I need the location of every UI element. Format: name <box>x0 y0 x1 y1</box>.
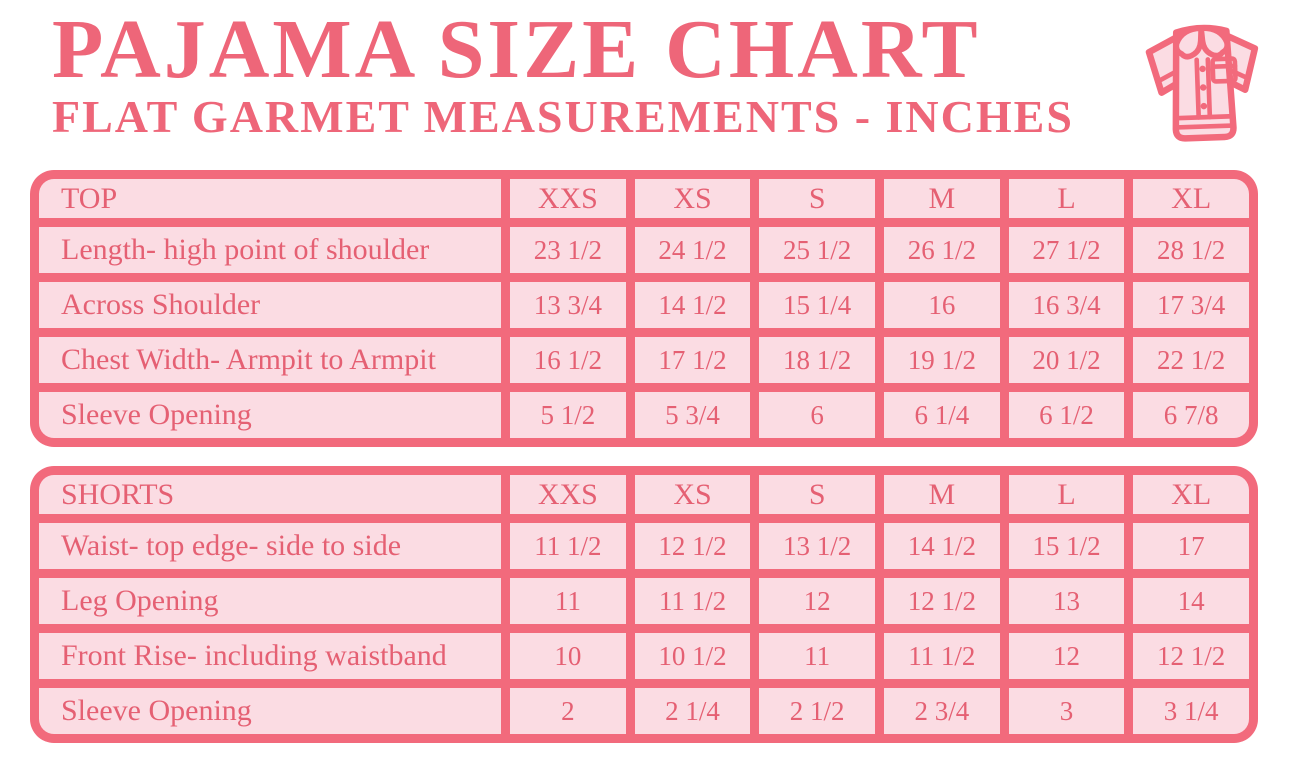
row-label-cell: Chest Width- Armpit to Armpit <box>39 337 501 383</box>
value-cell: 6 1/4 <box>884 392 1000 438</box>
value-cell: 2 <box>510 688 626 734</box>
table-title-cell: SHORTS <box>39 475 501 514</box>
size-table-top <box>30 170 1258 447</box>
value-cell: 13 1/2 <box>759 523 875 569</box>
row-label-cell: Sleeve Opening <box>39 688 501 734</box>
value-cell: 2 1/4 <box>635 688 751 734</box>
value-cell: 16 <box>884 282 1000 328</box>
size-tables <box>30 170 1258 743</box>
size-header-cell: XL <box>1133 179 1249 218</box>
value-cell: 3 <box>1009 688 1125 734</box>
value-cell: 12 1/2 <box>1133 633 1249 679</box>
row-label-cell: Across Shoulder <box>39 282 501 328</box>
row-label-cell: Front Rise- including waistband <box>39 633 501 679</box>
value-cell: 27 1/2 <box>1009 227 1125 273</box>
value-cell: 28 1/2 <box>1133 227 1249 273</box>
value-cell: 11 1/2 <box>635 578 751 624</box>
value-cell: 12 <box>1009 633 1125 679</box>
row-label-cell: Sleeve Opening <box>39 392 501 438</box>
value-cell: 12 1/2 <box>884 578 1000 624</box>
value-cell: 22 1/2 <box>1133 337 1249 383</box>
value-cell: 12 <box>759 578 875 624</box>
value-cell: 11 <box>510 578 626 624</box>
value-cell: 19 1/2 <box>884 337 1000 383</box>
size-header-cell: M <box>884 475 1000 514</box>
value-cell: 10 <box>510 633 626 679</box>
size-table-shorts <box>30 466 1258 743</box>
size-header-cell: M <box>884 179 1000 218</box>
size-header-cell: L <box>1009 475 1125 514</box>
value-cell: 6 1/2 <box>1009 392 1125 438</box>
value-cell: 26 1/2 <box>884 227 1000 273</box>
row-label-cell: Waist- top edge- side to side <box>39 523 501 569</box>
value-cell: 14 <box>1133 578 1249 624</box>
value-cell: 20 1/2 <box>1009 337 1125 383</box>
value-cell: 6 7/8 <box>1133 392 1249 438</box>
value-cell: 17 <box>1133 523 1249 569</box>
page-subtitle: FLAT GARMET MEASUREMENTS - INCHES <box>52 91 1074 142</box>
value-cell: 15 1/2 <box>1009 523 1125 569</box>
value-cell: 17 3/4 <box>1133 282 1249 328</box>
size-header-cell: S <box>759 475 875 514</box>
page-header <box>0 0 1290 166</box>
value-cell: 16 1/2 <box>510 337 626 383</box>
value-cell: 5 3/4 <box>635 392 751 438</box>
value-cell: 16 3/4 <box>1009 282 1125 328</box>
value-cell: 6 <box>759 392 875 438</box>
size-header-cell: XXS <box>510 179 626 218</box>
size-header-cell: XL <box>1133 475 1249 514</box>
value-cell: 24 1/2 <box>635 227 751 273</box>
pajama-shirt-icon <box>1124 2 1282 160</box>
value-cell: 13 3/4 <box>510 282 626 328</box>
value-cell: 11 1/2 <box>884 633 1000 679</box>
value-cell: 11 1/2 <box>510 523 626 569</box>
value-cell: 23 1/2 <box>510 227 626 273</box>
value-cell: 11 <box>759 633 875 679</box>
value-cell: 2 3/4 <box>884 688 1000 734</box>
value-cell: 15 1/4 <box>759 282 875 328</box>
value-cell: 5 1/2 <box>510 392 626 438</box>
value-cell: 25 1/2 <box>759 227 875 273</box>
value-cell: 18 1/2 <box>759 337 875 383</box>
value-cell: 14 1/2 <box>884 523 1000 569</box>
page-title: PAJAMA SIZE CHART <box>52 3 981 96</box>
size-header-cell: XS <box>635 475 751 514</box>
size-header-cell: L <box>1009 179 1125 218</box>
size-header-cell: XS <box>635 179 751 218</box>
value-cell: 10 1/2 <box>635 633 751 679</box>
value-cell: 2 1/2 <box>759 688 875 734</box>
size-header-cell: S <box>759 179 875 218</box>
value-cell: 13 <box>1009 578 1125 624</box>
row-label-cell: Length- high point of shoulder <box>39 227 501 273</box>
size-header-cell: XXS <box>510 475 626 514</box>
value-cell: 3 1/4 <box>1133 688 1249 734</box>
value-cell: 14 1/2 <box>635 282 751 328</box>
value-cell: 17 1/2 <box>635 337 751 383</box>
value-cell: 12 1/2 <box>635 523 751 569</box>
row-label-cell: Leg Opening <box>39 578 501 624</box>
table-title-cell: TOP <box>39 179 501 218</box>
